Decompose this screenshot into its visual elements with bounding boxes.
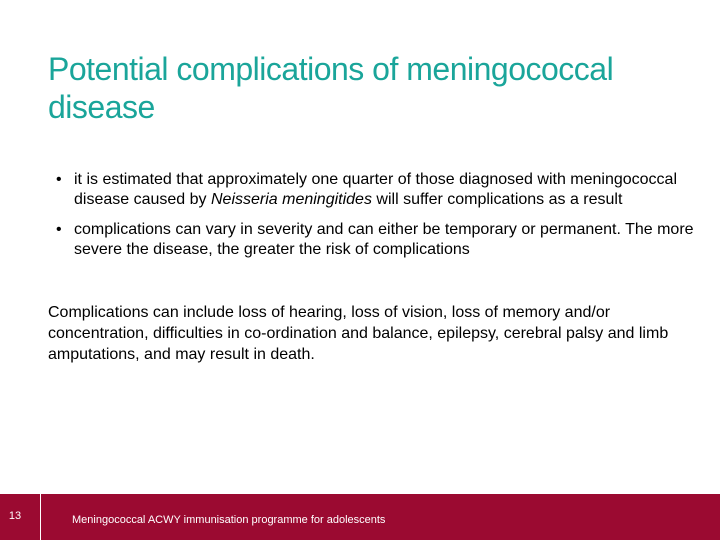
bullet-marker: • [56, 221, 62, 238]
footer-text: Meningococcal ACWY immunisation programme for adolescents [72, 514, 386, 526]
bullet-text [74, 170, 708, 210]
bacteria-name: Neisseria meningitides [210, 191, 372, 208]
footer-bar [0, 494, 720, 540]
bullet-text-part: will suffer complications as a result [371, 191, 623, 208]
bullet-item [48, 220, 708, 260]
bullet-text: complications can vary in severity and can either be temporary or permanent. The more severe the disease, the greater the risk of complications [74, 221, 694, 258]
body-paragraph: Complications can include loss of hearing, loss of vision, loss of memory and/or concentration, difficulties in co-ordination and balance, epilepsy, cerebral palsy and limb amputations, and may result in death. [48, 304, 669, 363]
bullet-text-part: it is estimated that approximately one quarter of those diagnosed with meningococcal disease caused by [74, 171, 678, 208]
footer-divider [40, 494, 41, 540]
bullet-item [48, 170, 708, 210]
slide-title: Potential complications of meningococcal disease [48, 51, 614, 125]
slide-number: 13 [8, 510, 22, 522]
bullet-list [48, 170, 708, 270]
bullet-marker: • [56, 171, 62, 188]
